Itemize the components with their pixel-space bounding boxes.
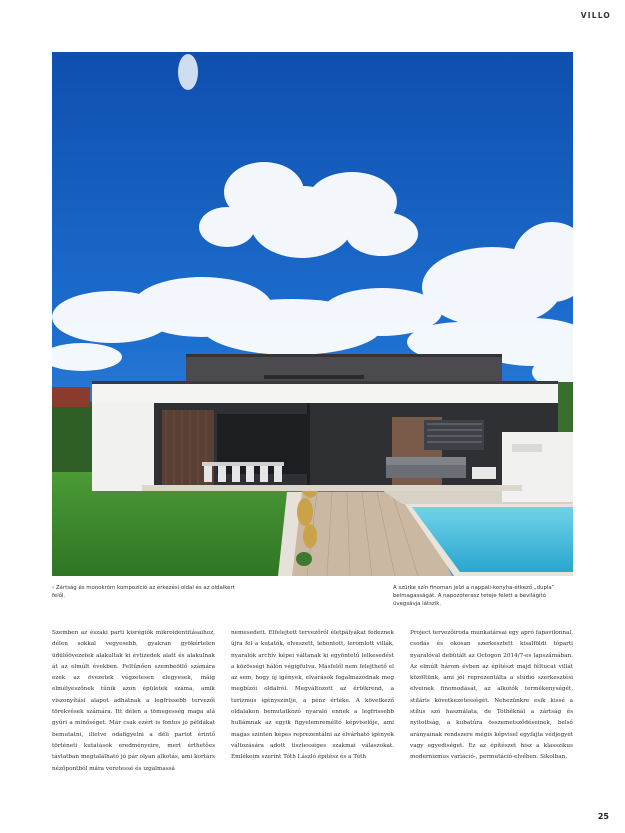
text-column-2: [231, 628, 394, 788]
page-number: 25: [597, 812, 609, 821]
text-column-1: [52, 628, 215, 788]
photo-caption-left: ‹ Zártság és monokróm kompozíció az érkezési oldal és az oldalkert felől.: [52, 585, 235, 599]
text-column-3: [410, 628, 573, 788]
paragraph: nemesedett. Elfelejtett tervezőről életpályákat fedeznek újra fel a kutatók, elveszett, lebontott, leromlott villák, nyaralók archív képei váltanak ki egyöntetű lelkesedést a közösségi hálón végigfutva. Másfelől nem felejthető el az sem, hogy új igények, elvárások fogalmazódnak meg megbízói oldalról. Megváltozott az értékrend, a turizmus igényszintje, a pénz értéke. A következő oldalakon bemutatkozó nyaraló ennek a legfrissebb hullámnak az egyik figyelemreméltó képviselője, ami magas szinten képes reprezentálni az elvárható igények változására adott tisztességes szakmai válaszokat. Emlékeim szerint Tóth László építész és a Tóth: [231, 630, 394, 761]
paragraph: Szemben az északi parti kisrégiók mikroidentitásaihoz, délen sokkal vegyesebb, gyakran gyökértelen üdülőövezetek alakultak ki évtizedek alatt és alakulnak át az elmúlt években. Feltűnően szembeötlő számára ezek az övezetek végzetesen elegyesek, máig elmélyeszőnek tűnik azon épületek száma, amik viszonyítási alapot adhatnak a legfrissebb tervezői törekvések számára. Itt délen a tömegesség maga alá gyűri a minőséget. Már csak ezért is fontos jó példákat bemutatni, illetve odafigyelni a déli partot érintő történeti kutatások eredményeire, mert érthetőes távlatban megtalálható jó pár olyan alkotás, ami kortárs nézőpontból mára veretessé és izgalmassá: [52, 630, 215, 772]
villa-photo: [52, 52, 573, 576]
article-body: [52, 628, 573, 788]
photo-caption-right: A szürke szín finoman jelzi a nappali-konyha-étkező „dupla” belmagasságát. A napozóterasz teteje felett a bevilágító üvegsávja látszik.: [393, 585, 555, 607]
section-label: VILLO: [580, 11, 611, 20]
paragraph: Project tervezőiroda munkatársai egy apró fapavilonnal, csodás és okosan szerkesztett kisalföldi tóparti nyaralóval debütált az Octogon 2014/7-es lapszámában. Az elmúlt három évben az építészt majd féltucat villát közöltünk, ami jól reprezentálta a stúdió szerkesztési elveinek finomodását, az alkotók termékenységét, stiláris következetességét. Nehezünkre esik kissé a stílus szó használata, de Tóthéknál a zártság és nyitottság, a kubatúra összemetsződéseinek, belső arányainak rendszere mégis képvisel egyfajta védjegyet vagy egyediséget. Ez az építészet hisz a klasszikus modernizmus variáció-, permutáció-elvében. Sikolban,: [410, 630, 573, 761]
